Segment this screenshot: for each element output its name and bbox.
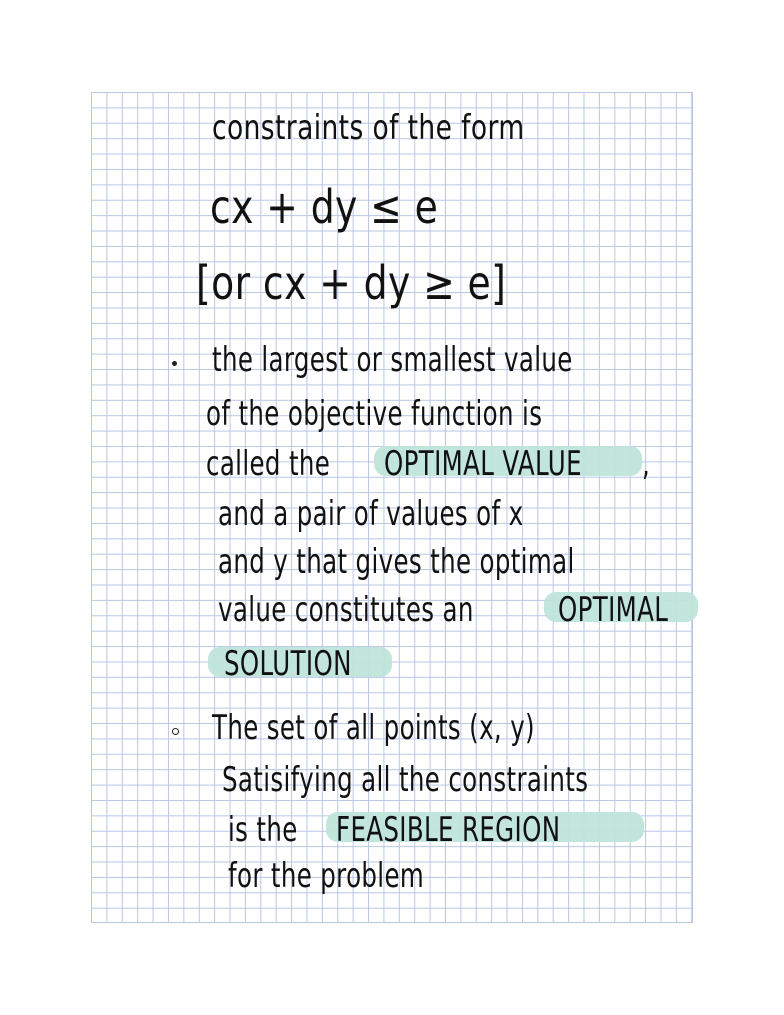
bullet-1-line-3-comma: , [642, 444, 651, 484]
bullet-point [172, 361, 177, 366]
bullet-1-line-4: and a pair of values of x [218, 494, 524, 534]
bullet-1-line-5: and y that gives the optimal [218, 542, 575, 582]
bullet-1-line-1: the largest or smallest value [212, 340, 573, 380]
bullet-1-line-6: value constitutes an [218, 590, 474, 630]
bullet-1-line-3: called the [206, 444, 331, 484]
bullet-point [172, 728, 179, 735]
bullet-1-line-2: of the objective function is [206, 394, 543, 434]
constraint-equation-alt: [or cx + dy ≥ e] [196, 256, 507, 310]
term-optimal-solution-part2: SOLUTION [224, 644, 352, 684]
bullet-2-line-4: for the problem [228, 856, 425, 896]
term-feasible-region: FEASIBLE REGION [336, 810, 561, 850]
term-optimal-solution-part1: OPTIMAL [558, 590, 669, 630]
bullet-2-line-1: The set of all points (x, y) [212, 708, 535, 748]
heading-text: constraints of the form [212, 108, 525, 148]
bullet-2-line-2: Satisifying all the constraints [222, 760, 589, 800]
constraint-equation: cx + dy ≤ e [210, 180, 439, 234]
bullet-2-line-3: is the [228, 810, 298, 850]
term-optimal-value: OPTIMAL VALUE [384, 444, 582, 484]
